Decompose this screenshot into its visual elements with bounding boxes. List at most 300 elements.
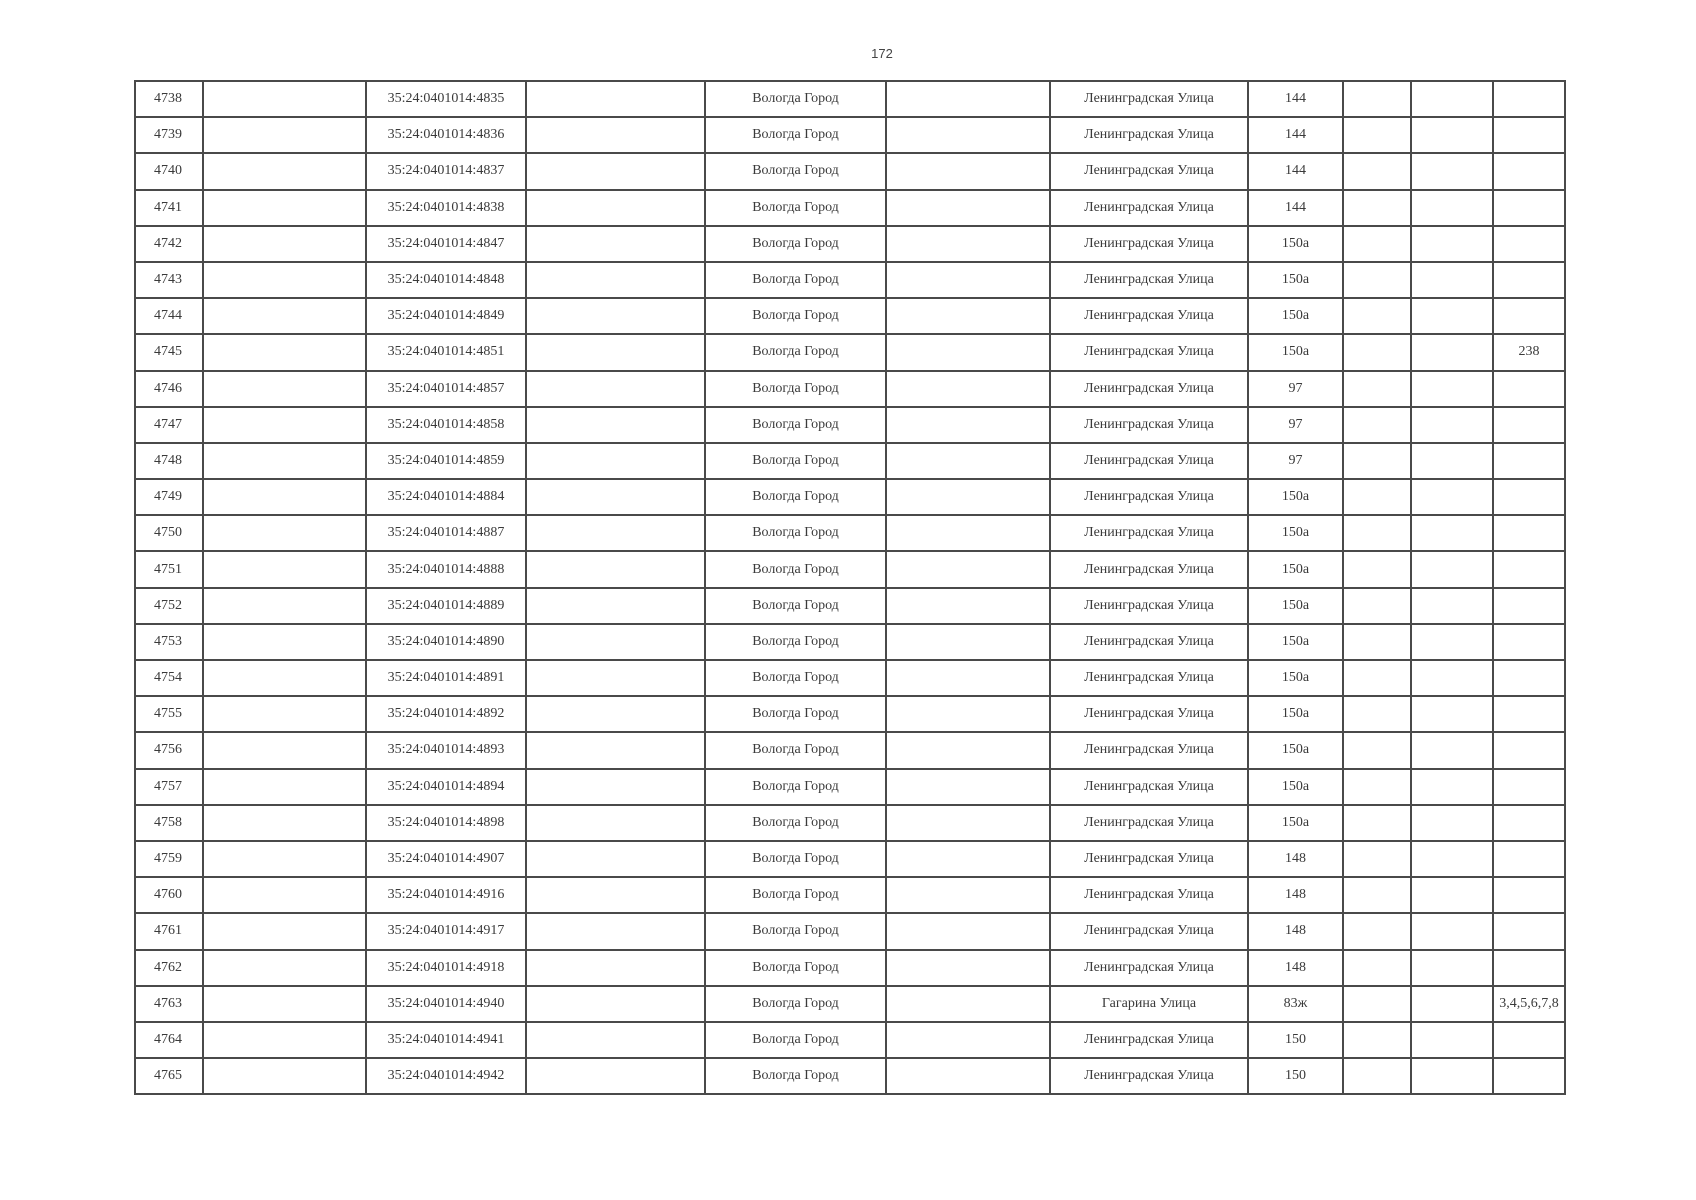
cell-street: Ленинградская Улица — [1050, 515, 1248, 551]
cell-empty — [526, 950, 705, 986]
cell-apartment-number — [1493, 732, 1565, 768]
cell-empty — [886, 479, 1050, 515]
cell-cadastral-number: 35:24:0401014:4851 — [366, 334, 526, 370]
cell-empty — [886, 1022, 1050, 1058]
cell-city: Вологда Город — [705, 696, 886, 732]
cell-record-number: 4749 — [135, 479, 203, 515]
cell-record-number: 4742 — [135, 226, 203, 262]
cell-empty — [526, 1022, 705, 1058]
cell-city: Вологда Город — [705, 1058, 886, 1094]
cell-empty — [1411, 262, 1493, 298]
cell-cadastral-number: 35:24:0401014:4858 — [366, 407, 526, 443]
cell-empty — [1343, 877, 1411, 913]
cell-apartment-number — [1493, 805, 1565, 841]
cell-cadastral-number: 35:24:0401014:4847 — [366, 226, 526, 262]
cell-empty — [203, 1058, 366, 1094]
cell-cadastral-number: 35:24:0401014:4892 — [366, 696, 526, 732]
cell-cadastral-number: 35:24:0401014:4884 — [366, 479, 526, 515]
page-number: 172 — [871, 46, 893, 61]
cell-street: Ленинградская Улица — [1050, 1022, 1248, 1058]
cell-house-number: 150а — [1248, 588, 1343, 624]
cell-record-number: 4751 — [135, 551, 203, 587]
cell-empty — [886, 660, 1050, 696]
cell-empty — [1411, 226, 1493, 262]
table-row — [135, 696, 1565, 732]
cell-apartment-number — [1493, 226, 1565, 262]
cell-empty — [1343, 660, 1411, 696]
cell-empty — [1343, 190, 1411, 226]
cell-record-number: 4743 — [135, 262, 203, 298]
cell-empty — [526, 696, 705, 732]
cell-cadastral-number: 35:24:0401014:4838 — [366, 190, 526, 226]
cell-record-number: 4758 — [135, 805, 203, 841]
cell-empty — [886, 841, 1050, 877]
cell-empty — [1411, 841, 1493, 877]
table-row — [135, 588, 1565, 624]
cell-empty — [526, 407, 705, 443]
cell-apartment-number — [1493, 443, 1565, 479]
cell-apartment-number — [1493, 624, 1565, 660]
cell-empty — [886, 624, 1050, 660]
cell-empty — [526, 769, 705, 805]
cell-empty — [526, 1058, 705, 1094]
cell-house-number: 150а — [1248, 805, 1343, 841]
cell-empty — [1411, 443, 1493, 479]
cell-street: Ленинградская Улица — [1050, 805, 1248, 841]
cell-empty — [1343, 696, 1411, 732]
table-row — [135, 153, 1565, 189]
cell-empty — [203, 588, 366, 624]
cell-empty — [1343, 443, 1411, 479]
cell-apartment-number — [1493, 877, 1565, 913]
cell-empty — [1411, 1022, 1493, 1058]
cell-house-number: 150 — [1248, 1058, 1343, 1094]
cell-empty — [1411, 732, 1493, 768]
registry-table-body — [135, 81, 1565, 1094]
cell-record-number: 4757 — [135, 769, 203, 805]
cell-apartment-number — [1493, 515, 1565, 551]
cell-street: Ленинградская Улица — [1050, 443, 1248, 479]
cell-house-number: 150а — [1248, 515, 1343, 551]
cell-record-number: 4748 — [135, 443, 203, 479]
cell-empty — [526, 805, 705, 841]
cell-empty — [526, 334, 705, 370]
cell-street: Ленинградская Улица — [1050, 551, 1248, 587]
table-row — [135, 877, 1565, 913]
cell-house-number: 150а — [1248, 334, 1343, 370]
cell-cadastral-number: 35:24:0401014:4942 — [366, 1058, 526, 1094]
cell-city: Вологда Город — [705, 117, 886, 153]
cell-empty — [886, 588, 1050, 624]
cell-street: Ленинградская Улица — [1050, 153, 1248, 189]
cell-empty — [1343, 117, 1411, 153]
cell-empty — [1411, 371, 1493, 407]
cell-empty — [1411, 81, 1493, 117]
cell-empty — [526, 117, 705, 153]
cell-street: Ленинградская Улица — [1050, 407, 1248, 443]
cell-empty — [203, 769, 366, 805]
cell-empty — [1343, 551, 1411, 587]
cell-empty — [1343, 986, 1411, 1022]
cell-apartment-number — [1493, 407, 1565, 443]
cell-city: Вологда Город — [705, 877, 886, 913]
table-row — [135, 732, 1565, 768]
cell-empty — [1411, 1058, 1493, 1094]
cell-city: Вологда Город — [705, 153, 886, 189]
cell-apartment-number — [1493, 660, 1565, 696]
cell-street: Гагарина Улица — [1050, 986, 1248, 1022]
cell-record-number: 4745 — [135, 334, 203, 370]
cell-record-number: 4764 — [135, 1022, 203, 1058]
table-row — [135, 913, 1565, 949]
cell-record-number: 4754 — [135, 660, 203, 696]
cell-empty — [1411, 624, 1493, 660]
table-row — [135, 117, 1565, 153]
cell-empty — [1343, 588, 1411, 624]
cell-empty — [886, 515, 1050, 551]
cell-empty — [203, 877, 366, 913]
cell-house-number: 97 — [1248, 443, 1343, 479]
cell-record-number: 4762 — [135, 950, 203, 986]
cell-city: Вологда Город — [705, 262, 886, 298]
cell-record-number: 4738 — [135, 81, 203, 117]
cell-street: Ленинградская Улица — [1050, 226, 1248, 262]
table-row — [135, 190, 1565, 226]
cell-street: Ленинградская Улица — [1050, 81, 1248, 117]
cell-record-number: 4763 — [135, 986, 203, 1022]
cell-street: Ленинградская Улица — [1050, 950, 1248, 986]
table-row — [135, 660, 1565, 696]
cell-house-number: 150а — [1248, 624, 1343, 660]
cell-city: Вологда Город — [705, 81, 886, 117]
cell-city: Вологда Город — [705, 298, 886, 334]
cell-city: Вологда Город — [705, 624, 886, 660]
cell-city: Вологда Город — [705, 986, 886, 1022]
cell-empty — [1411, 153, 1493, 189]
cell-cadastral-number: 35:24:0401014:4891 — [366, 660, 526, 696]
cell-empty — [886, 190, 1050, 226]
cell-city: Вологда Город — [705, 226, 886, 262]
cell-empty — [1411, 117, 1493, 153]
cell-empty — [1411, 515, 1493, 551]
table-row — [135, 407, 1565, 443]
cell-empty — [526, 515, 705, 551]
cell-street: Ленинградская Улица — [1050, 479, 1248, 515]
table-row — [135, 950, 1565, 986]
cell-empty — [886, 1058, 1050, 1094]
cell-empty — [1411, 190, 1493, 226]
cell-empty — [203, 443, 366, 479]
cell-cadastral-number: 35:24:0401014:4837 — [366, 153, 526, 189]
cell-house-number: 150а — [1248, 479, 1343, 515]
cell-empty — [1343, 950, 1411, 986]
cell-record-number: 4750 — [135, 515, 203, 551]
cell-empty — [526, 298, 705, 334]
cell-record-number: 4747 — [135, 407, 203, 443]
cell-cadastral-number: 35:24:0401014:4918 — [366, 950, 526, 986]
cell-empty — [203, 1022, 366, 1058]
cell-empty — [886, 298, 1050, 334]
cell-record-number: 4752 — [135, 588, 203, 624]
table-row — [135, 841, 1565, 877]
cell-cadastral-number: 35:24:0401014:4889 — [366, 588, 526, 624]
cell-record-number: 4746 — [135, 371, 203, 407]
cell-street: Ленинградская Улица — [1050, 262, 1248, 298]
cell-street: Ленинградская Улица — [1050, 732, 1248, 768]
cell-empty — [886, 913, 1050, 949]
cell-city: Вологда Город — [705, 588, 886, 624]
cell-empty — [1411, 298, 1493, 334]
cell-house-number: 150а — [1248, 551, 1343, 587]
cell-apartment-number — [1493, 841, 1565, 877]
cell-house-number: 148 — [1248, 877, 1343, 913]
cell-street: Ленинградская Улица — [1050, 117, 1248, 153]
cell-street: Ленинградская Улица — [1050, 190, 1248, 226]
cell-street: Ленинградская Улица — [1050, 334, 1248, 370]
cell-empty — [886, 877, 1050, 913]
cell-empty — [1343, 624, 1411, 660]
cell-empty — [886, 81, 1050, 117]
cell-cadastral-number: 35:24:0401014:4835 — [366, 81, 526, 117]
cell-empty — [1343, 1058, 1411, 1094]
cell-empty — [886, 443, 1050, 479]
cell-empty — [203, 696, 366, 732]
cell-empty — [526, 986, 705, 1022]
cell-cadastral-number: 35:24:0401014:4898 — [366, 805, 526, 841]
cell-city: Вологда Город — [705, 950, 886, 986]
cell-apartment-number — [1493, 371, 1565, 407]
cell-empty — [203, 334, 366, 370]
cell-city: Вологда Город — [705, 515, 886, 551]
cell-apartment-number — [1493, 262, 1565, 298]
cell-empty — [526, 479, 705, 515]
cell-cadastral-number: 35:24:0401014:4849 — [366, 298, 526, 334]
cell-empty — [203, 950, 366, 986]
cell-empty — [1411, 805, 1493, 841]
cell-cadastral-number: 35:24:0401014:4940 — [366, 986, 526, 1022]
cell-empty — [203, 913, 366, 949]
table-row — [135, 624, 1565, 660]
cell-record-number: 4753 — [135, 624, 203, 660]
table-row — [135, 371, 1565, 407]
cell-house-number: 148 — [1248, 841, 1343, 877]
cell-apartment-number — [1493, 81, 1565, 117]
cell-empty — [526, 443, 705, 479]
cell-empty — [1343, 805, 1411, 841]
table-row — [135, 986, 1565, 1022]
cell-house-number: 150а — [1248, 732, 1343, 768]
cell-empty — [203, 732, 366, 768]
cell-cadastral-number: 35:24:0401014:4894 — [366, 769, 526, 805]
table-row — [135, 443, 1565, 479]
cell-cadastral-number: 35:24:0401014:4941 — [366, 1022, 526, 1058]
cell-house-number: 150 — [1248, 1022, 1343, 1058]
cell-empty — [1343, 515, 1411, 551]
cell-house-number: 148 — [1248, 913, 1343, 949]
cell-empty — [203, 81, 366, 117]
cell-empty — [1411, 588, 1493, 624]
table-row — [135, 515, 1565, 551]
cell-empty — [203, 190, 366, 226]
cell-apartment-number — [1493, 696, 1565, 732]
cell-empty — [886, 153, 1050, 189]
cell-empty — [886, 262, 1050, 298]
cell-empty — [1343, 371, 1411, 407]
cell-street: Ленинградская Улица — [1050, 1058, 1248, 1094]
cell-empty — [886, 226, 1050, 262]
cell-empty — [1343, 262, 1411, 298]
cell-empty — [886, 986, 1050, 1022]
cell-record-number: 4739 — [135, 117, 203, 153]
cell-empty — [1411, 986, 1493, 1022]
cell-empty — [203, 298, 366, 334]
table-row — [135, 298, 1565, 334]
cell-record-number: 4744 — [135, 298, 203, 334]
cell-street: Ленинградская Улица — [1050, 913, 1248, 949]
cell-empty — [203, 226, 366, 262]
table-row — [135, 1022, 1565, 1058]
cell-house-number: 144 — [1248, 81, 1343, 117]
cell-record-number: 4760 — [135, 877, 203, 913]
cell-cadastral-number: 35:24:0401014:4907 — [366, 841, 526, 877]
cell-apartment-number — [1493, 117, 1565, 153]
cell-cadastral-number: 35:24:0401014:4916 — [366, 877, 526, 913]
cell-apartment-number — [1493, 479, 1565, 515]
cell-record-number: 4765 — [135, 1058, 203, 1094]
cell-empty — [1343, 841, 1411, 877]
cell-cadastral-number: 35:24:0401014:4859 — [366, 443, 526, 479]
cell-street: Ленинградская Улица — [1050, 769, 1248, 805]
table-row — [135, 769, 1565, 805]
cell-city: Вологда Город — [705, 407, 886, 443]
cell-street: Ленинградская Улица — [1050, 624, 1248, 660]
cell-city: Вологда Город — [705, 732, 886, 768]
cell-city: Вологда Город — [705, 841, 886, 877]
cell-street: Ленинградская Улица — [1050, 298, 1248, 334]
cell-record-number: 4740 — [135, 153, 203, 189]
cell-empty — [886, 805, 1050, 841]
cell-house-number: 150а — [1248, 660, 1343, 696]
cell-cadastral-number: 35:24:0401014:4848 — [366, 262, 526, 298]
cell-record-number: 4741 — [135, 190, 203, 226]
cell-empty — [203, 262, 366, 298]
cell-empty — [1343, 153, 1411, 189]
cell-empty — [203, 371, 366, 407]
cell-empty — [1411, 913, 1493, 949]
cell-apartment-number — [1493, 190, 1565, 226]
cell-empty — [1343, 1022, 1411, 1058]
cell-city: Вологда Город — [705, 805, 886, 841]
cell-house-number: 150а — [1248, 262, 1343, 298]
cell-empty — [526, 624, 705, 660]
cell-empty — [526, 588, 705, 624]
cell-city: Вологда Город — [705, 660, 886, 696]
cell-house-number: 144 — [1248, 153, 1343, 189]
cell-house-number: 150а — [1248, 696, 1343, 732]
cell-empty — [886, 769, 1050, 805]
cell-empty — [886, 732, 1050, 768]
table-row — [135, 805, 1565, 841]
table-row — [135, 334, 1565, 370]
cell-empty — [526, 262, 705, 298]
cell-cadastral-number: 35:24:0401014:4890 — [366, 624, 526, 660]
table-row — [135, 551, 1565, 587]
cell-empty — [1411, 696, 1493, 732]
cell-city: Вологда Город — [705, 913, 886, 949]
cell-empty — [1343, 732, 1411, 768]
cell-apartment-number — [1493, 1022, 1565, 1058]
cell-empty — [1411, 769, 1493, 805]
cell-empty — [1343, 769, 1411, 805]
cell-empty — [886, 551, 1050, 587]
cell-house-number: 97 — [1248, 407, 1343, 443]
cell-empty — [1343, 913, 1411, 949]
cell-empty — [1411, 877, 1493, 913]
cell-empty — [1411, 407, 1493, 443]
cell-record-number: 4755 — [135, 696, 203, 732]
table-row — [135, 226, 1565, 262]
cell-empty — [203, 551, 366, 587]
cell-empty — [526, 732, 705, 768]
cell-house-number: 83ж — [1248, 986, 1343, 1022]
cell-empty — [1411, 551, 1493, 587]
cell-street: Ленинградская Улица — [1050, 660, 1248, 696]
cell-empty — [203, 153, 366, 189]
cell-street: Ленинградская Улица — [1050, 696, 1248, 732]
cell-empty — [1411, 334, 1493, 370]
cell-city: Вологда Город — [705, 334, 886, 370]
cell-apartment-number — [1493, 551, 1565, 587]
cell-record-number: 4759 — [135, 841, 203, 877]
cell-city: Вологда Город — [705, 371, 886, 407]
cell-empty — [1343, 226, 1411, 262]
cell-house-number: 148 — [1248, 950, 1343, 986]
cell-empty — [526, 660, 705, 696]
cell-empty — [1343, 479, 1411, 515]
cell-empty — [203, 986, 366, 1022]
table-row — [135, 479, 1565, 515]
cell-empty — [526, 551, 705, 587]
cell-empty — [203, 407, 366, 443]
cell-apartment-number: 3,4,5,6,7,8 — [1493, 986, 1565, 1022]
cell-street: Ленинградская Улица — [1050, 877, 1248, 913]
cell-empty — [526, 81, 705, 117]
cell-empty — [886, 696, 1050, 732]
cell-apartment-number — [1493, 950, 1565, 986]
cell-record-number: 4756 — [135, 732, 203, 768]
cell-empty — [526, 226, 705, 262]
cell-city: Вологда Город — [705, 190, 886, 226]
cell-empty — [203, 660, 366, 696]
cell-apartment-number — [1493, 298, 1565, 334]
cell-empty — [886, 371, 1050, 407]
cell-empty — [526, 153, 705, 189]
cell-record-number: 4761 — [135, 913, 203, 949]
cell-apartment-number — [1493, 913, 1565, 949]
cell-street: Ленинградская Улица — [1050, 588, 1248, 624]
cell-apartment-number — [1493, 588, 1565, 624]
cell-empty — [1343, 298, 1411, 334]
cell-cadastral-number: 35:24:0401014:4887 — [366, 515, 526, 551]
cell-apartment-number — [1493, 153, 1565, 189]
cell-empty — [526, 913, 705, 949]
cell-cadastral-number: 35:24:0401014:4857 — [366, 371, 526, 407]
cell-street: Ленинградская Улица — [1050, 841, 1248, 877]
cell-empty — [203, 117, 366, 153]
cell-empty — [1411, 479, 1493, 515]
cell-empty — [886, 334, 1050, 370]
table-row — [135, 81, 1565, 117]
